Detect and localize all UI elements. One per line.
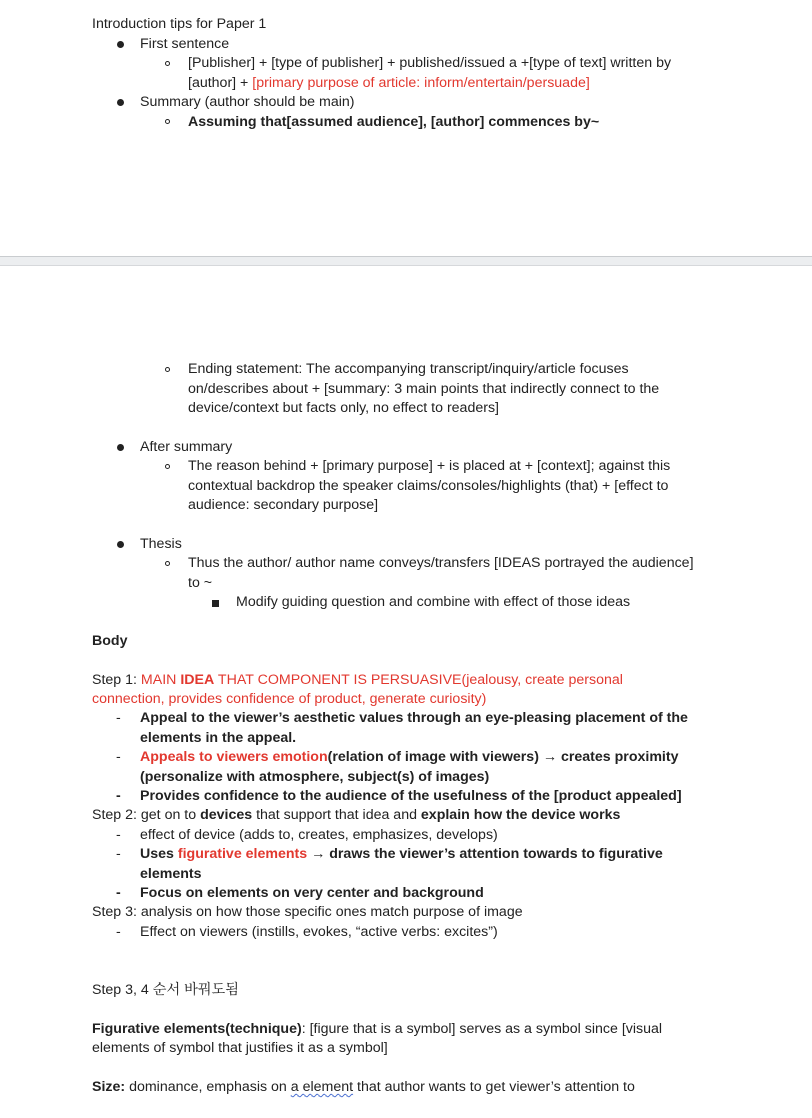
figurative-rest: : [figure that is a symbol] serves as a symbol since [visual [301, 1021, 663, 1037]
size-b: that author wants to get viewer’s attention to [353, 1079, 635, 1095]
ending-line3: device/context but facts only, no effect to readers] [188, 400, 499, 416]
step2-line [92, 806, 620, 826]
after-summary-label: After summary [140, 439, 233, 455]
first-sentence-line2-text: [author] + [188, 75, 253, 91]
spellcheck-underlined-text[interactable]: a element [290, 1079, 354, 1095]
first-sentence-line1: [Publisher] + [type of publisher] + published/issued a +[type of text] written by [188, 55, 672, 71]
step1-line1 [92, 671, 623, 691]
primary-purpose-text: [primary purpose of article: inform/entertain/persuade] [252, 75, 590, 91]
after-summary-line3: audience: secondary purpose] [188, 497, 379, 513]
step1-item-a-line1: Appeal to the viewer’s aesthetic values through an eye-pleasing placement of the [140, 710, 688, 726]
bullet-icon [117, 541, 124, 548]
square-bullet-icon [212, 600, 219, 607]
step2-item2-b: → draws the viewer’s attention towards to figurative [307, 846, 663, 862]
step1-item-b-line2: (personalize with atmosphere, subject(s) of images) [140, 769, 490, 785]
hollow-bullet-icon [165, 561, 170, 566]
step1-line2: connection, provides confidence of product, generate curiosity) [92, 691, 487, 707]
step1-red-b: THAT COMPONENT IS PERSUASIVE(jealousy, create personal [214, 672, 623, 688]
step3-item1: Effect on viewers (instills, evokes, “active verbs: excites”) [140, 924, 498, 940]
figurative-bold: Figurative elements(technique) [92, 1021, 302, 1037]
step2-t3: that support that idea and [252, 807, 421, 823]
step1-item-a-line2: elements in the appeal. [140, 730, 297, 746]
hollow-bullet-icon [165, 61, 170, 66]
after-summary-line1: The reason behind + [primary purpose] + is placed at + [context]; against this [188, 458, 671, 474]
dash-bullet: - [116, 788, 121, 804]
after-summary-line2: contextual backdrop the speaker claims/consoles/highlights (that) + [effect to [188, 478, 669, 494]
bullet-icon [117, 41, 124, 48]
step1-item-b-line1 [140, 748, 679, 768]
page-break-divider [0, 256, 812, 266]
step2-item2-a: Uses [140, 846, 178, 862]
dash-bullet: - [116, 846, 121, 862]
step1-red-bold: IDEA [180, 672, 215, 688]
figurative-line2: elements of symbol that justifies it as a symbol] [92, 1040, 388, 1056]
first-sentence-line2 [188, 74, 590, 94]
dash-bullet: - [116, 885, 121, 901]
step1-red-a: MAIN [140, 672, 181, 688]
first-sentence-label: First sentence [140, 36, 230, 52]
thesis-line1: Thus the author/ author name conveys/transfers [IDEAS portrayed the audience] [188, 555, 694, 571]
step1-item-b-rest: (relation of image with viewers) → creates proximity [327, 749, 679, 765]
dash-bullet: - [116, 749, 121, 765]
dash-bullet: - [116, 710, 121, 726]
step1-item-c: Provides confidence to the audience of the usefulness of the [product appealed] [140, 788, 682, 804]
hollow-bullet-icon [165, 119, 170, 124]
size-line [92, 1078, 635, 1098]
step2-t1: Step 2: get on to [92, 807, 201, 823]
summary-label: Summary (author should be main) [140, 94, 355, 110]
step2-item2-line2: elements [140, 866, 202, 882]
step2-item2-line1 [140, 845, 663, 865]
page-title: Introduction tips for Paper 1 [92, 16, 267, 32]
step2-t2: devices [200, 807, 253, 823]
bullet-icon [117, 99, 124, 106]
appeals-emotion-text: Appeals to viewers emotion [140, 749, 328, 765]
thesis-label: Thesis [140, 536, 182, 552]
step2-t4: explain how the device works [420, 807, 621, 823]
thesis-sub-item: Modify guiding question and combine with effect of those ideas [236, 594, 631, 610]
figurative-elements-text: figurative elements [177, 846, 308, 862]
dash-bullet: - [116, 924, 121, 940]
step-order-note: Step 3, 4 순서 바꿔도됨 [92, 982, 239, 998]
figurative-line1 [92, 1020, 662, 1040]
size-a: dominance, emphasis on [125, 1079, 291, 1095]
hollow-bullet-icon [165, 464, 170, 469]
step2-item1: effect of device (adds to, creates, emphasizes, develops) [140, 827, 498, 843]
body-heading: Body [92, 633, 128, 649]
ending-line1: Ending statement: The accompanying transcript/inquiry/article focuses [188, 361, 629, 377]
hollow-bullet-icon [165, 367, 170, 372]
bullet-icon [117, 444, 124, 451]
dash-bullet: - [116, 827, 121, 843]
step1-prefix: Step 1: [92, 672, 141, 688]
summary-bold-item: Assuming that[assumed audience], [author] commences by~ [188, 114, 600, 130]
step2-item3: Focus on elements on very center and background [140, 885, 484, 901]
thesis-line2: to ~ [188, 575, 213, 591]
step3-line: Step 3: analysis on how those specific ones match purpose of image [92, 904, 523, 920]
ending-line2: on/describes about + [summary: 3 main points that indirectly connect to the [188, 381, 660, 397]
size-bold: Size: [92, 1079, 126, 1095]
